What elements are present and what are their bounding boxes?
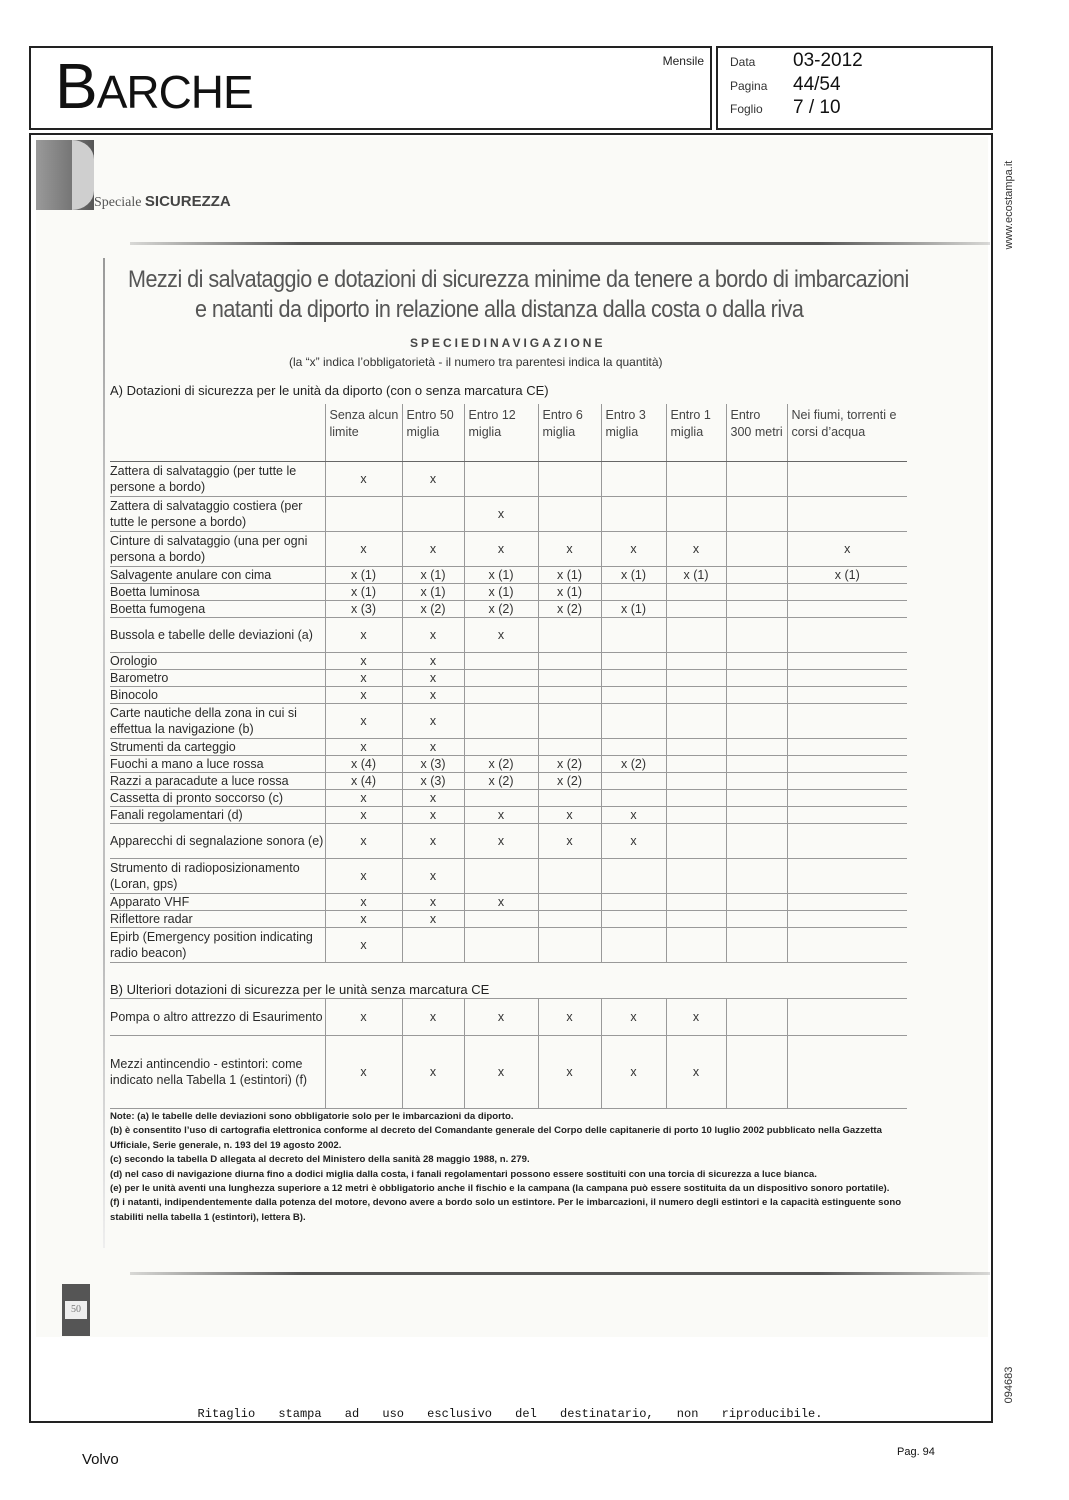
table-cell <box>464 789 538 806</box>
note-b: (b) è consentito l’uso di cartografia elettronica conforme al decreto del Comandante generale del Corpo delle capitanerie di porto 10 luglio 2002 pubblicato nella Gazzetta Ufficiale, Serie generale, n. 193 del 19 agosto 2002. <box>110 1125 882 1151</box>
table-cell <box>726 669 787 686</box>
table-cell <box>787 461 907 496</box>
table-row <box>110 910 907 927</box>
table-header-row <box>110 404 907 461</box>
row-label: Boetta fumogena <box>110 600 325 617</box>
row-label: Epirb (Emergency position indicating radio beacon) <box>110 927 325 962</box>
table-cell <box>726 755 787 772</box>
table-row <box>110 566 907 583</box>
table-cell: x (4) <box>325 755 402 772</box>
top-rule <box>130 242 990 245</box>
table-cell <box>666 823 726 858</box>
table-row <box>110 461 907 496</box>
masthead-box <box>29 46 712 130</box>
table-cell <box>666 806 726 823</box>
table-cell <box>666 461 726 496</box>
table-cell <box>538 893 601 910</box>
table-cell: x (1) <box>402 583 464 600</box>
row-label: Mezzi antincendio - estintori: come indicato nella Tabella 1 (estintori) (f) <box>110 1036 325 1109</box>
table-cell: x <box>402 531 464 566</box>
column-header: Senza alcun limite <box>325 404 402 461</box>
row-label: Fuochi a mano a luce rossa <box>110 755 325 772</box>
table-cell <box>464 686 538 703</box>
safety-table-b <box>110 998 907 1109</box>
table-cell <box>666 738 726 755</box>
table-cell <box>601 461 666 496</box>
table-row <box>110 531 907 566</box>
section-label: Speciale SICUREZZA <box>94 193 231 210</box>
note-c: (c) secondo la tabella D allegata al decreto del Ministero della sanità 28 maggio 1988, n. 279. <box>110 1154 530 1166</box>
table-cell: x (2) <box>538 772 601 789</box>
table-cell <box>787 806 907 823</box>
column-header: Entro 50 miglia <box>402 404 464 461</box>
table-cell <box>726 703 787 738</box>
table-cell <box>787 496 907 531</box>
footer-page-number: Pag. 94 <box>897 1446 935 1458</box>
article-page-number: 50 <box>62 1284 90 1336</box>
table-cell <box>666 893 726 910</box>
table-cell: x (3) <box>402 772 464 789</box>
row-label: Razzi a paracadute a luce rossa <box>110 772 325 789</box>
table-cell: x <box>402 1036 464 1109</box>
row-label: Barometro <box>110 669 325 686</box>
table-cell: x <box>325 461 402 496</box>
table-cell: x <box>538 823 601 858</box>
table-cell <box>601 583 666 600</box>
table-cell <box>538 669 601 686</box>
table-cell <box>464 738 538 755</box>
table-cell <box>666 789 726 806</box>
table-cell: x <box>402 823 464 858</box>
table-row <box>110 927 907 962</box>
table-cell <box>538 652 601 669</box>
table-cell: x (1) <box>464 583 538 600</box>
client-name: Volvo <box>82 1451 119 1468</box>
table-cell <box>464 703 538 738</box>
table-cell <box>666 583 726 600</box>
table-cell <box>726 999 787 1036</box>
table-cell <box>726 789 787 806</box>
table-cell: x <box>601 531 666 566</box>
table-cell <box>787 893 907 910</box>
table-cell <box>402 927 464 962</box>
table-cell: x <box>402 686 464 703</box>
table-cell <box>666 755 726 772</box>
table-cell: x <box>402 669 464 686</box>
table-cell <box>787 772 907 789</box>
table-cell <box>601 686 666 703</box>
note-f: (f) i natanti, indipendentemente dalla potenza del motore, devono avere a bordo solo un estintore. Per le imbarcazioni, il numero degli estintori e la capacità estinguente sono stabiliti nella tabella 1 (estintori), lettera B). <box>110 1197 902 1223</box>
table-cell: x <box>402 893 464 910</box>
table-cell: x <box>464 617 538 652</box>
row-label: Binocolo <box>110 686 325 703</box>
table-cell <box>601 703 666 738</box>
table-cell <box>666 910 726 927</box>
table-cell <box>726 806 787 823</box>
table-cell: x <box>402 738 464 755</box>
table-cell <box>601 893 666 910</box>
table-cell <box>726 600 787 617</box>
row-label: Boetta luminosa <box>110 583 325 600</box>
table-cell: x <box>402 617 464 652</box>
table-cell: x <box>402 910 464 927</box>
table-row <box>110 496 907 531</box>
table-cell <box>601 772 666 789</box>
table-cell: x (2) <box>601 755 666 772</box>
table-cell <box>601 669 666 686</box>
table-cell: x <box>325 738 402 755</box>
table-cell: x <box>538 999 601 1036</box>
table-cell: x (2) <box>538 755 601 772</box>
table-cell: x (1) <box>538 566 601 583</box>
table-cell <box>464 927 538 962</box>
row-label: Zattera di salvataggio costiera (per tutte le persone a bordo) <box>110 496 325 531</box>
table-cell: x <box>325 531 402 566</box>
table-cell <box>538 617 601 652</box>
row-label: Cassetta di pronto soccorso (c) <box>110 789 325 806</box>
section-a-heading: A) Dotazioni di sicurezza per le unità da diporto (con o senza marcatura CE) <box>110 383 549 398</box>
table-cell <box>601 652 666 669</box>
table-row <box>110 738 907 755</box>
table-cell: x (3) <box>325 600 402 617</box>
table-cell: x <box>402 461 464 496</box>
table-cell <box>538 461 601 496</box>
column-header: Entro 1 miglia <box>666 404 726 461</box>
meta-value-date: 03-2012 <box>793 50 863 71</box>
column-header: Entro 12 miglia <box>464 404 538 461</box>
table-cell <box>726 617 787 652</box>
table-cell: x (1) <box>325 566 402 583</box>
table-cell: x <box>464 1036 538 1109</box>
table-cell: x (1) <box>402 566 464 583</box>
table-row <box>110 686 907 703</box>
table-cell: x (3) <box>402 755 464 772</box>
row-label: Orologio <box>110 652 325 669</box>
table-row <box>110 755 907 772</box>
table-cell: x <box>325 806 402 823</box>
table-cell <box>538 738 601 755</box>
table-cell <box>726 823 787 858</box>
table-cell <box>666 703 726 738</box>
table-cell <box>787 755 907 772</box>
table-cell <box>787 669 907 686</box>
table-cell: x <box>402 652 464 669</box>
row-label: Zattera di salvataggio (per tutte le persone a bordo) <box>110 461 325 496</box>
table-row <box>110 703 907 738</box>
table-cell: x <box>325 686 402 703</box>
table-cell: x (1) <box>601 600 666 617</box>
table-cell: x (2) <box>464 772 538 789</box>
table-cell: x (1) <box>787 566 907 583</box>
column-header: Nei fiumi, torrenti e corsi d’acqua <box>787 404 907 461</box>
table-cell: x (1) <box>538 583 601 600</box>
table-cell <box>666 617 726 652</box>
table-cell <box>601 738 666 755</box>
table-cell <box>464 652 538 669</box>
table-cell <box>726 496 787 531</box>
table-cell <box>787 789 907 806</box>
table-cell <box>666 669 726 686</box>
table-cell <box>464 858 538 893</box>
meta-label-page: Pagina <box>730 79 768 93</box>
species-subheading: (la “x” indica l’obbligatorietà - il numero tra parentesi indica la quantità) <box>289 355 663 369</box>
table-cell: x (1) <box>325 583 402 600</box>
row-label: Strumenti da carteggio <box>110 738 325 755</box>
table-cell <box>601 927 666 962</box>
table-cell <box>538 686 601 703</box>
table-cell: x (2) <box>464 755 538 772</box>
notes-block <box>110 1110 910 1225</box>
table-row <box>110 858 907 893</box>
table-cell <box>787 910 907 927</box>
table-cell <box>601 496 666 531</box>
meta-label-sheet: Foglio <box>730 102 763 116</box>
table-cell <box>601 617 666 652</box>
table-cell: x <box>402 999 464 1036</box>
clipping-disclaimer: Ritaglio stampa ad uso esclusivo del destinatario, non riproducibile. <box>197 1407 823 1421</box>
row-label: Apparato VHF <box>110 893 325 910</box>
side-code: 094683 <box>1003 1366 1015 1404</box>
table-cell <box>726 858 787 893</box>
article-title-line2: e natanti da diporto in relazione alla distanza dalla costa o dalla riva <box>195 296 804 323</box>
publication-logo: BARCHE <box>55 50 253 122</box>
table-cell <box>402 496 464 531</box>
table-cell <box>538 496 601 531</box>
table-cell: x <box>325 703 402 738</box>
meta-value-sheet: 7 / 10 <box>793 97 841 118</box>
table-cell <box>726 686 787 703</box>
table-cell <box>726 583 787 600</box>
table-cell: x <box>787 531 907 566</box>
table-cell: x <box>464 823 538 858</box>
table-cell <box>538 927 601 962</box>
table-cell: x <box>464 531 538 566</box>
row-label: Carte nautiche della zona in cui si effettua la navigazione (b) <box>110 703 325 738</box>
table-cell: x (1) <box>666 566 726 583</box>
meta-value-page: 44/54 <box>793 74 841 95</box>
row-label: Bussola e tabelle delle deviazioni (a) <box>110 617 325 652</box>
table-cell <box>601 910 666 927</box>
table-row <box>110 652 907 669</box>
table-cell <box>787 927 907 962</box>
table-row <box>110 617 907 652</box>
safety-table-a <box>110 404 907 963</box>
table-cell <box>464 461 538 496</box>
table-cell <box>726 652 787 669</box>
table-cell: x (2) <box>538 600 601 617</box>
table-cell <box>787 686 907 703</box>
table-cell <box>666 686 726 703</box>
table-cell: x (2) <box>402 600 464 617</box>
table-cell: x <box>402 789 464 806</box>
table-row <box>110 669 907 686</box>
table-cell <box>787 738 907 755</box>
table-row <box>110 600 907 617</box>
publication-period: Mensile <box>662 54 704 68</box>
table-cell: x <box>325 669 402 686</box>
table-cell <box>787 583 907 600</box>
table-cell <box>787 703 907 738</box>
table-cell <box>538 703 601 738</box>
table-cell <box>666 496 726 531</box>
table-cell <box>666 652 726 669</box>
table-cell <box>464 910 538 927</box>
table-cell: x (1) <box>601 566 666 583</box>
table-cell <box>666 600 726 617</box>
table-cell: x (1) <box>464 566 538 583</box>
metadata-box <box>716 46 993 130</box>
table-cell: x <box>538 1036 601 1109</box>
table-cell <box>726 1036 787 1109</box>
table-cell <box>601 858 666 893</box>
table-cell <box>726 910 787 927</box>
table-row <box>110 583 907 600</box>
article-title-line1: Mezzi di salvataggio e dotazioni di sicurezza minime da tenere a bordo di imbarcazioni <box>128 266 909 293</box>
table-cell <box>787 999 907 1036</box>
table-cell: x <box>464 893 538 910</box>
table-cell: x <box>666 999 726 1036</box>
table-cell <box>464 669 538 686</box>
table-cell <box>787 858 907 893</box>
row-label: Cinture di salvataggio (una per ogni persona a bordo) <box>110 531 325 566</box>
table-cell <box>787 617 907 652</box>
table-cell: x <box>325 910 402 927</box>
table-row <box>110 893 907 910</box>
table-row <box>110 772 907 789</box>
column-header: Entro 300 metri <box>726 404 787 461</box>
row-label: Salvagente anulare con cima <box>110 566 325 583</box>
table-cell <box>601 789 666 806</box>
table-cell: x <box>538 806 601 823</box>
table-cell: x <box>325 999 402 1036</box>
species-heading: SPECIEDINAVIGAZIONE <box>410 336 606 350</box>
note-a: Note: (a) le tabelle delle deviazioni sono obbligatorie solo per le imbarcazioni da diporto. <box>110 1111 514 1122</box>
table-cell <box>666 858 726 893</box>
column-header: Entro 6 miglia <box>538 404 601 461</box>
table-cell <box>726 461 787 496</box>
table-cell <box>787 652 907 669</box>
row-label: Pompa o altro attrezzo di Esaurimento <box>110 999 325 1036</box>
table-row <box>110 999 907 1036</box>
row-label: Riflettore radar <box>110 910 325 927</box>
table-cell: x (2) <box>464 600 538 617</box>
table-cell: x <box>601 999 666 1036</box>
row-label: Apparecchi di segnalazione sonora (e) <box>110 823 325 858</box>
table-cell: x <box>402 858 464 893</box>
table-cell: x <box>402 703 464 738</box>
table-cell: x <box>464 806 538 823</box>
table-cell: x <box>601 823 666 858</box>
table-cell: x <box>325 927 402 962</box>
bottom-rule <box>130 1272 990 1275</box>
table-header-blank <box>110 404 325 461</box>
table-cell: x <box>666 1036 726 1109</box>
section-logo-block <box>36 140 94 210</box>
table-cell: x <box>464 999 538 1036</box>
table-cell <box>666 927 726 962</box>
table-cell <box>666 772 726 789</box>
table-cell <box>787 1036 907 1109</box>
table-cell <box>726 738 787 755</box>
table-row <box>110 823 907 858</box>
table-cell: x <box>464 496 538 531</box>
table-cell: x <box>538 531 601 566</box>
table-cell: x <box>325 858 402 893</box>
table-cell: x <box>601 1036 666 1109</box>
note-e: (e) per le unità aventi una lunghezza superiore a 12 metri è obbligatorio anche il fischio e la campana (la campana può essere sostituita da un dispositivo sonoro portatile). <box>110 1183 890 1195</box>
table-cell: x <box>325 652 402 669</box>
table-cell <box>538 910 601 927</box>
row-label: Fanali regolamentari (d) <box>110 806 325 823</box>
table-cell <box>325 496 402 531</box>
table-cell <box>538 858 601 893</box>
row-label: Strumento di radioposizionamento (Loran, gps) <box>110 858 325 893</box>
section-b-heading: B) Ulteriori dotazioni di sicurezza per le unità senza marcatura CE <box>110 982 490 997</box>
table-cell <box>726 927 787 962</box>
table-cell: x <box>325 1036 402 1109</box>
table-cell: x <box>325 789 402 806</box>
table-cell: x <box>325 893 402 910</box>
table-cell: x <box>601 806 666 823</box>
table-row <box>110 806 907 823</box>
table-row <box>110 789 907 806</box>
column-header: Entro 3 miglia <box>601 404 666 461</box>
table-cell <box>726 566 787 583</box>
left-rule <box>103 258 105 1248</box>
table-cell <box>787 600 907 617</box>
table-cell <box>726 772 787 789</box>
table-cell: x <box>325 823 402 858</box>
note-d: (d) nel caso di navigazione diurna fino a dodici miglia dalla costa, i fanali regolamentari possono essere sostituiti con una torcia di sicurezza a luce bianca. <box>110 1168 817 1180</box>
table-cell <box>538 789 601 806</box>
table-cell: x <box>325 617 402 652</box>
table-cell <box>787 823 907 858</box>
table-row <box>110 1036 907 1109</box>
table-cell <box>726 531 787 566</box>
table-cell: x <box>402 806 464 823</box>
table-cell <box>726 893 787 910</box>
meta-label-date: Data <box>730 55 756 69</box>
side-url: www.ecostampa.it <box>1003 160 1015 250</box>
table-cell: x <box>666 531 726 566</box>
table-cell: x (4) <box>325 772 402 789</box>
